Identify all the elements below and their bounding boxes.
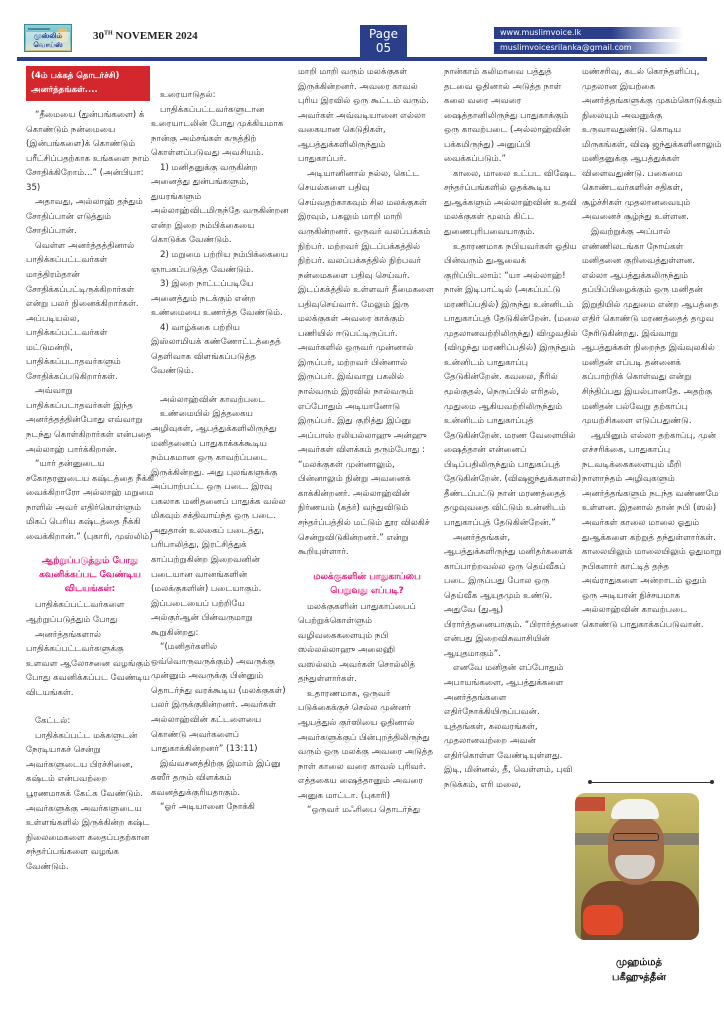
quote: “(மனிதர்களில் ஒவ்வொருவருக்கும்) அவருக்கு முன்னும் அவருக்கு பின்னும் தொடர்ந்து வரக்கூடிய (மலக்குகள்) பலர் இருக்குகின்றனர். அவர்கள் அல்லாஹ்வின் கட்டளையை கொண்டு அவர்களைப் பாதுகாக்கின்றனர்” (13:11) <box>151 642 286 755</box>
paragraph: “ஓர் அடியானை நோக்கி <box>160 802 255 813</box>
page-number: 05 <box>375 41 392 55</box>
paragraph: பாதிக்கப்பட்டவர்களுடான உரையாடலின் போது முக்கியமாக நான்கு அம்சங்கள் கருத்திற் கொள்ளப்படுவது அவசியம். <box>151 104 284 159</box>
article-column-4 <box>444 65 582 792</box>
paragraph: உதாரணமாக, ஒருவர் படுக்கைக்குச் செல்ல முன்னர் ஆயத்துல் குர்ஸியை ஓதினால் அவர்களுக்குப் பின்புறத்திலிருந்து வரும் ஒரு மலக்கு அவரை அடுத்த நாள் காலை வரை காவல் புரிவர். எத்தகைய ஷைத்தானும் அவரை அனுக மாட்டா. (புகாரி) <box>298 688 434 801</box>
separator-dot-right <box>710 780 714 784</box>
page-label: Page <box>368 27 399 41</box>
author-photo <box>575 793 699 940</box>
issue-date <box>93 30 198 42</box>
paragraph: அனர்த்தங்களால் பாதிக்கப்பட்டவர்களுக்கு உளவள ஆலோசனை வழங்கும் போது கவனிக்கப்பட வேண்டிய விடயங்கள். <box>26 629 150 698</box>
paragraph: பாதிக்கப்பட்ட மக்களுடன் நேரடியாகச் சென்று அவர்களுடைய பிரச்சினை, கஷ்டம் என்பவற்றை பூரணமாகக் கேட்க வேண்டும். அவர்களுக்கு அவர்களுடைய உள்ளங்களில் இருக்கின்ற கஷ்ட நிலைமைகளை கதைப்பதற்கான சந்தர்ப்பங்களை வழங்க வேண்டும். <box>26 730 150 872</box>
glasses-icon <box>613 833 659 841</box>
list-item: 2) மறுமை பற்றிய நம்பிக்கையை ஞாபகப்படுத்த வேண்டும். <box>151 250 289 275</box>
paragraph: காலை, மாலை உட்பட விஷேட சந்தர்ப்பங்களில் ஓதக்கூடிய துஆக்களும் அல்லாஹ்வின் உதவி மலக்குகள் மூலம் கிட்ட துணைபுரிபவையாகும். <box>444 168 577 238</box>
continuation-label: (4ம் பக்கத் தொடர்ச்சி) அனர்த்தங்கள்.... <box>26 66 150 101</box>
list-item: 3) இறை நாட்டப்படியே அனைத்தும் நடக்கும் என்ற உண்மையை உணர்த்த வேண்டும். <box>151 279 283 319</box>
list-item: 4) வாழ்க்கை பற்றிய இஸ்லாமியக் கண்ணோட்டத்தைத் தெளிவாக விளங்கப்படுத்த வேண்டும். <box>151 322 281 377</box>
microphone-icon <box>583 905 623 935</box>
subheading: கேட்டல்: <box>35 716 71 727</box>
date-day: 30 <box>93 30 104 42</box>
logo-ornament <box>28 28 50 30</box>
paragraph: “யார் தன்னுடைய சகோதரனுடைய கஷ்டத்தை நீக்கி வைக்கிறாரோ அல்லாஹ் மறுமை நாளில் அவர் எதிர்கொள்ளும் மிகப் பெரிய கஷ்டத்தை நீக்கி வைக்கிறான்.” (புகாரி, முஸ்லிம்) <box>26 459 154 542</box>
newspaper-logo <box>24 24 72 52</box>
article-column-3 <box>298 65 436 818</box>
cap-shape <box>611 799 659 819</box>
paragraph: அனர்த்தங்கள், ஆபத்துக்களிருந்து மனிதர்களைக் காப்பாற்றவல்ல ஒரு தெய்வீகப் படை இருப்பது போல ஒரு தெய்வீக ஆயுதமும் உண்டு. அதுவே (துஆ) பிரார்த்தனையாகும். “பிரார்த்தனை என்பது இறைவிசுவாசியின் ஆயுதமாகும்”. <box>444 532 579 659</box>
list-item: 1) மனிதனுக்கு வருகின்ற அனைத்து துன்பங்களும், துயரங்களும் அல்லாஹ்விடமிருந்தே வருகின்றன என்ற இறை நம்பிக்கையை கொடுக்க வேண்டும். <box>151 162 289 246</box>
date-suffix: TH <box>104 30 113 37</box>
paragraph: உதாரணமாக நபியவர்கள் ஓதிய பின்வரும் துஆவைக் குறிப்பிடலாம்: “யா அல்லாஹ்! நான் இடிபாட்டில் (அகப்பட்டு மரணிப்பதில்) இருந்து உன்னிடம் பாதுகாப்புத் தேடுகின்றேன். (மலை முதலானவற்றிலிருந்து) விழுவதில் (விழுந்து மரணிப்பதில்) இருந்தும் உன்னிடம் பாதுகாப்பு தேடுகின்றேன். கவலை, நீரில் மூல்குதல், நெருப்பில் எரிதல், முதுமை ஆகியவற்றிலிருந்தும் உன்னிடம் பாதுகாப்புத் தேடுகின்றேன். மரண வேளையில் ஷைத்தான் என்னைப் பிடிப்பதிலிருந்தும் பாதுகப்புத் தேடுகின்றேன். (விஷஜந்துக்களால்) தீண்டப்பட்டு நான் மரணத்தைத் தழுவுவதை விட்டும் உன்னிடம் பாதுகாப்புத் தேடுகின்றேன்.” <box>444 241 582 528</box>
article-column-1 <box>26 66 154 874</box>
paragraph: பாதிக்கப்பட்டவர்களை ஆற்றுப்படுத்தும் போது <box>26 600 125 625</box>
paragraph: மண்சரிவு, கடல் கொந்தளிப்பு, முதலான இயற்கை அனர்த்தங்களுக்கு முகம்கொடுக்கும் நிலையும் அவனுக்கு உருவாவதுண்டு. கொடிய மிருகங்கள், விஷ ஜந்துக்களினாலும் மனிதனுக்கு ஆபத்துக்கள் விளைவதுண்டு. பகைமை கொண்டவர்களின் சதிகள், சூழ்ச்சிகள் முதலானவையும் அவனைச் சூழ்ந்து உள்ளன. <box>582 67 722 223</box>
banner-red-shape <box>575 797 605 811</box>
logo-text: முஸ்லிம் வொய்ஸ் <box>26 32 70 50</box>
paragraph: அதாவது, அல்லாஹ் தந்தும் சோதிப்பான் எடுத்தும் சோதிப்பான். <box>26 197 143 237</box>
date-month-year: NOVEMER 2024 <box>115 30 198 42</box>
author-name-line-1: முஹம்மத் <box>616 957 662 968</box>
section-heading: மலக்குகளின் பாதுகாப்பை பெறுவது எப்படி? <box>313 571 421 596</box>
paragraph: வெள்ள அனர்த்தத்தினால் பாதிக்கப்பட்டவர்கள் மாத்திரம்தான் சோதிக்கப்பட்டிருக்கிறார்கள் என்று பலர் நினைக்கிறார்கள். அப்படியல்ல, பாதிக்கப்பட்டவர்கள் மட்டுமன்றி, பாதிக்கப்படாதவர்களும் சோதிக்கப்படுகிறார்கள். <box>26 240 139 382</box>
subheading: அல்லாஹ்வின் காவற்படை <box>160 394 266 405</box>
header-divider <box>17 57 707 61</box>
paragraph: ஆயினும் எல்லா தற்காப்பு, முன் எச்சரிக்கை, பாதுகாப்பு நடவடிக்கைகளையும் மீறி நாளாந்தம் அழிவுகளும் அனர்த்தங்களும் நடந்த வண்ணமே உள்ளன. இதனால் தான் நபி (ஸல்) அவர்கள் காலை மாலை ஓதும் துஆக்களை கற்றுத் தந்துள்ளார்கள். காலையிலும் மாலையிலும் ஓதுமாறு நபிகளார் காட்டித் தந்த அவ்ராதுகளை அன்றாடம் ஓதும் ஒரு அடியான் நிச்சயமாக அல்லாஹ்வின் காவற்படை கொண்டு பாதுகாக்கப்படுவான். <box>582 430 722 630</box>
paragraph: “தீமையை (துன்பங்களை) க் கொண்டும் நன்மையை (இன்பங்களை)க் கொண்டும் பரீட்சிப்பதற்காக உங்களை நாம் சோதிக்கிறோம்...” (அன்பியா: 35) <box>26 110 150 193</box>
paragraph: அவ்வாறு பாதிக்கப்படாதவர்கள் இந்த அனர்த்தத்தின்போது எவ்வாறு நடந்து கொள்கிறார்கள் என்பதை அல்லாஹ் பார்க்கிறான். <box>26 386 152 455</box>
separator-line <box>590 782 712 783</box>
paragraph: எனவே மனிதன் எப்போதும் அபாயங்களை, ஆபத்துக்களை அனர்த்தங்களை எதிர்நோக்கியிருப்பவன். யுத்தங்கள், கலவரங்கள், முதலானவற்றை அவன் எதிர்கொள்ள வேண்டியுள்ளது. இடி, மின்னல், தீ, வெள்ளம், புவி நடுக்கம், எரி மலை, <box>444 663 573 790</box>
paragraph: அடியானினால் நல்ல, கெட்ட செயல்களை பதிவு செய்வதற்காகவும் சில மலக்குகள் இரவும், பகலும் மாறி மாறி வருகின்றனர். ஒருவர் வலப்பக்கம் நிற்பர். மற்றவர் இடப்பக்கத்தில் நிற்பர். வலப்பக்கத்தில் நிற்பவர் நன்மைகளை பதிவு செய்வர். இடப்கக்த்தில் உள்ளவர் தீமைகளை பதிவுசெய்வார். மேலும் இரு மலக்குகள் அவரை காக்கும் பணியில் ஈடுபட்டிருப்பர். அவர்களில் ஒருவர் முன்னால் இருப்பர், மற்றவர் பின்னால் இருப்பர். இவ்வாறு பகலில் நால்வரும் இரவில் நால்வரும் எப்போதும் அடியானோடு இருப்பர். இது குறித்து இப்னு அப்பாஸ் ரலியல்லாஹு அன்ஹு அவர்கள் விளக்கம் தரும்போது : “மலக்குகள் முன்னாலும், பின்னாலும் நின்று அவனைக் காக்கின்றனர். அல்லாஹ்வின் நிர்ணயம் (கத்ர்) வந்துவிடும் சந்தர்ப்பத்தில் மட்டும் தூர விலகிச் சென்றுவிடுகின்றனர்.” என்று கூறியுள்ளார். <box>298 168 434 558</box>
paragraph: இவ்வசனத்திற்கு இமாம் இப்னு கஸீர் தரும் விளக்கம் கவனத்துக்குரியதாகும். <box>151 758 281 798</box>
paragraph: உண்மையில் இத்தகைய அழிவுகள், ஆபத்துக்களிலிருந்து மனிதனைப் பாதுகாக்கக்கூடிய நம்பகமான ஒரு காவற்ப்படை இருக்கின்றது. அது புலங்களுக்கு அப்பாற்பட்ட ஒரு படை. இரவு பகலாக மனிதனைப் பாதுக்க வல்ல மிகவும் சக்திவாய்ந்த ஒரு படை. அதுதான் உலகைப் படைத்து, பரிபாலித்து, இரட்சித்துக் காப்பற்றுகின்ற இறைவனின் படையான வானங்களின் (மலக்குகளின்) படையாகும். இப்படையைப் பற்றியே அல்குர்ஆன் பின்வருமாறு கூறுகின்றது: <box>151 409 286 638</box>
section-heading: ஆற்றுப்படுத்தும் போது கவனிக்கப்பட வேண்டிய விடயங்கள்: <box>39 556 141 595</box>
author-name <box>580 955 698 985</box>
article-column-2 <box>151 88 289 815</box>
author-name-line-2: பகீஹுத்தீன் <box>611 972 666 983</box>
paragraph: நான்காம் கலிமாவை பத்துத் தடவை ஓதினால் அடுத்த நாள் கலை வரை அவரை ஷைத்தானிலிருந்து பாதுகாக்கும் ஒரு காவற்படை (அல்லாஹ்வின் பக்கமிருந்து) அனுப்பி வைக்கப்படும்.” <box>444 67 571 165</box>
article-column-5 <box>582 65 722 632</box>
page-header <box>0 0 724 58</box>
paragraph: “ஒருவர் மஃரிபை தொடர்ந்து <box>307 805 421 816</box>
email-link[interactable]: muslimvoicesrilanka@gmail.com <box>494 42 684 54</box>
website-link[interactable]: www.muslimvoice.lk <box>494 27 684 39</box>
paragraph: மாறி மாறி வரும் மலக்குகள் இருக்கின்றனர். அவரை காவல் புரிய இரவில் ஒரு கூட்டம் வரும். அவர்கள் அவ்வடியானை எல்லா வகையான கெடுதிகள், ஆபத்துக்களிலிருந்தும் பாதுகாப்பர். <box>298 67 429 165</box>
paragraph: இவற்றுக்கு அப்பால் எண்ணிலடங்கா நோய்கள் மனிதனை குறிவைத்துள்ளன. எல்லா ஆபத்துக்கலிருந்தும் தப்பிப்பிழைக்கும் ஒரு மனிதன் இறுதியில் முதுமை என்ற ஆபத்தை எதிர் கொண்டு மரணத்தைத் தழுவ நேரிடுகின்றது. இவ்வாறு ஆபத்துக்கள் நிறைந்த இவ்வுலகில் மனிதன் எப்படி தன்னைக் கப்பாற்றிக் கொள்வது என்று சிந்திப்பது இயல்பானதே. அதற்கு மனிதன் பல்வேறு தற்காப்பு முயற்சிகளை எடுப்பதுண்டு. <box>582 227 719 427</box>
subheading: உரையாடுதல்: <box>160 90 216 100</box>
paragraph: மலக்குகளின் பாதுகாப்பைப் பெற்றுக்கொள்ளும் வழிவகைகளையும் நபி ஸல்லல்லாஹு அலைஹி வஸல்லம் அவர்கள் சொல்லித் தந்துள்ளார்கள். <box>298 601 416 685</box>
page-number-box <box>360 25 407 60</box>
